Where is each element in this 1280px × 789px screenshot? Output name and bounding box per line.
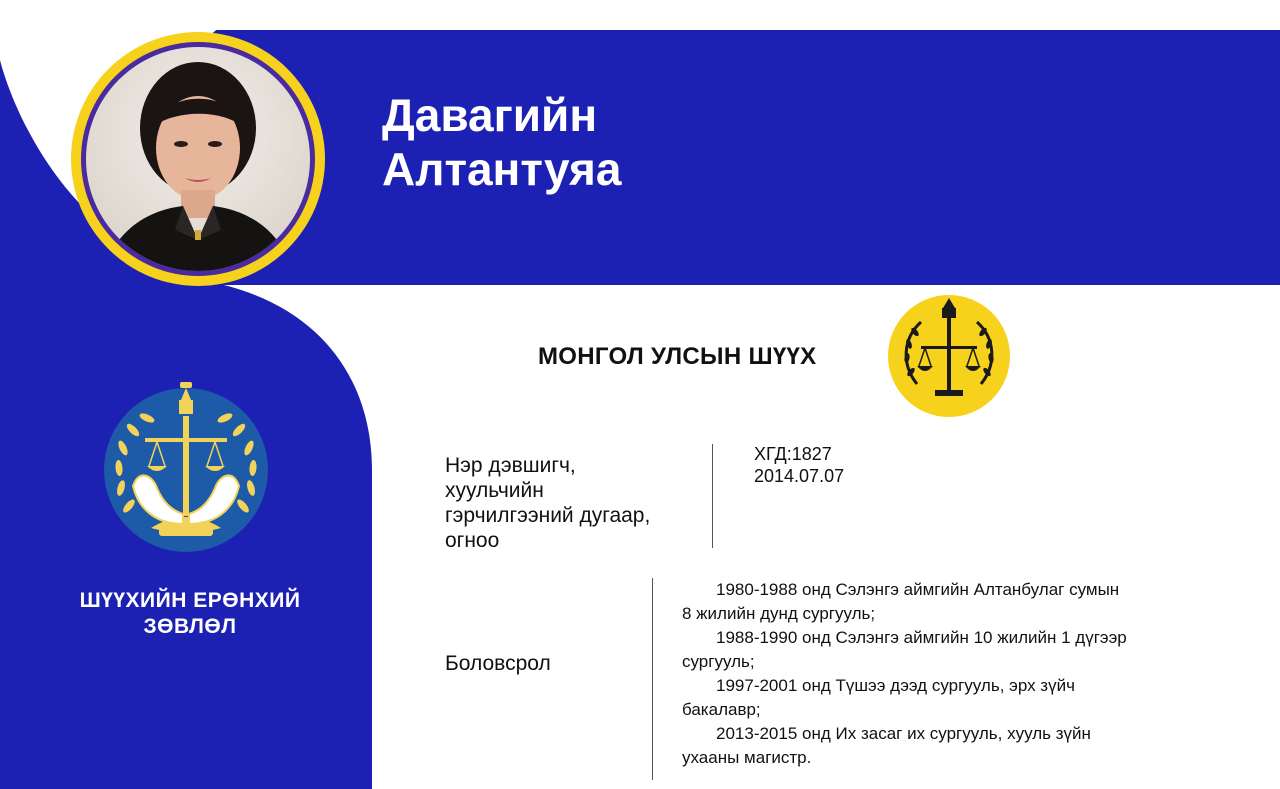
license-label [445,453,695,553]
person-name-line1: Давагийн [382,89,598,141]
license-label-line: хуульчийн [445,479,544,502]
education-entry-line: бакалавр; [682,700,761,719]
education-entry-line: 8 жилийн дунд сургууль; [682,604,876,623]
education-entry-line: 1997-2001 онд Түшээ дээд сургууль, эрх зүйч [716,676,1075,695]
council-name-line1: ШҮҮХИЙН ЕРӨНХИЙ [79,589,301,612]
license-divider [712,444,713,548]
supreme-court-emblem-icon [887,294,1011,418]
court-title: МОНГОЛ УЛСЫН ШҮҮХ [538,343,817,370]
education-entry-line: ухааны магистр. [682,748,812,767]
judicial-council-emblem-icon [99,378,273,554]
education-label: Боловсрол [445,652,551,675]
license-values [754,443,844,487]
person-name-line2: Алтантуяа [382,143,622,195]
education-divider [652,578,653,780]
portrait-photo [69,30,327,288]
license-label-line: огноо [445,529,500,552]
education-entry-line: сургууль; [682,652,755,671]
education-entry-line: 1980-1988 онд Сэлэнгэ аймгийн Алтанбулаг сумын [716,580,1120,599]
council-name [40,588,340,640]
license-date: 2014.07.07 [754,466,845,486]
license-number: ХГД:1827 [754,444,832,464]
license-label-line: гэрчилгээний дугаар, [445,504,651,527]
education-list [682,578,1192,770]
council-name-line2: ЗӨВЛӨЛ [143,615,237,638]
person-name [382,88,621,196]
education-entry-line: 2013-2015 онд Их засаг их сургууль, хууль зүйн [716,724,1091,743]
license-label-line: Нэр дэвшигч, [445,454,576,477]
education-entry-line: 1988-1990 онд Сэлэнгэ аймгийн 10 жилийн 1 дүгээр [716,628,1127,647]
